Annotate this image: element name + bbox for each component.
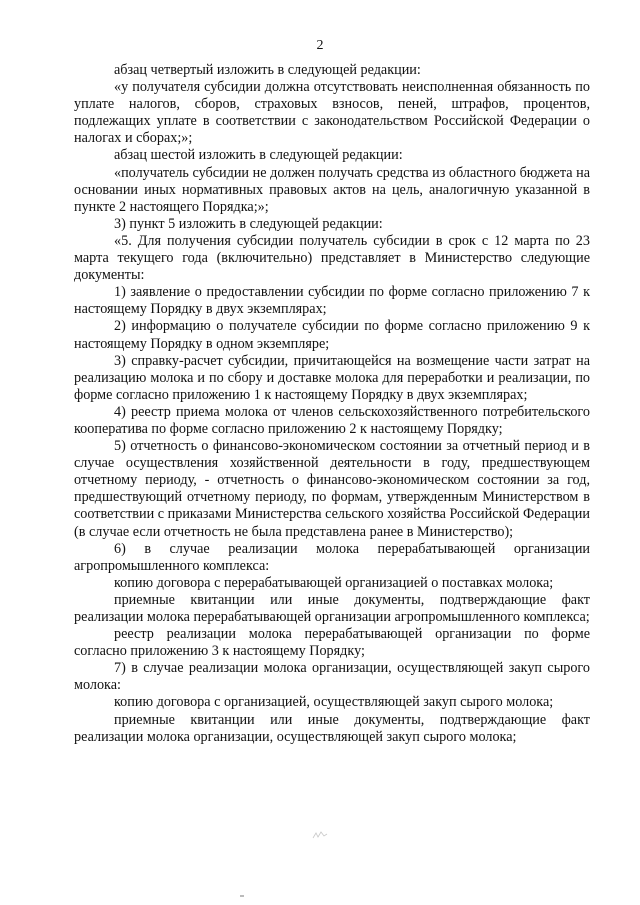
scan-mark (312, 830, 328, 840)
paragraph: 7) в случае реализации молока организации, осуществляющей закуп сырого молока: (74, 660, 590, 694)
paragraph: абзац четвертый изложить в следующей редакции: (114, 62, 421, 78)
paragraph: 3) пункт 5 изложить в следующей редакции: (114, 215, 383, 232)
paragraph: «у получателя субсидии должна отсутствовать неисполненная обязанность по уплате налогов, сборов, страховых взносов, пеней, штрафов, процентов, подлежащих уплате в соответствии с законодательством Российской Федерации о налогах и сборах;»; (74, 79, 590, 147)
paragraph: реестр реализации молока перерабатывающей организации по форме согласно приложению 3 к настоящему Порядку; (74, 626, 590, 660)
paragraph: 6) в случае реализации молока перерабатывающей организации агропромышленного комплекса: (74, 540, 590, 574)
paragraph: «5. Для получения субсидии получатель субсидии в срок с 12 марта по 23 марта текущего года (включительно) представляет в Министерство следующие документы: (74, 232, 590, 284)
paragraph: копию договора с организацией, осуществляющей закуп сырого молока; (114, 694, 554, 711)
paragraph: «получатель субсидии не должен получать средства из областного бюджета на основании иных нормативных правовых актов на цель, аналогичную указанной в пункте 2 настоящего Порядка;»; (74, 164, 590, 215)
paragraph: 1) заявление о предоставлении субсидии по форме согласно приложению 7 к настоящему Порядку в двух экземплярах; (74, 284, 590, 318)
paragraph: копию договора с перерабатывающей организацией о поставках молока; (114, 574, 554, 591)
paragraph: абзац шестой изложить в следующей редакции: (114, 147, 403, 164)
paragraph: приемные квитанции или иные документы, подтверждающие факт реализации молока организации, осуществляющей закуп сырого молока; (74, 711, 590, 745)
document-body (74, 62, 590, 746)
paragraph: 2) информацию о получателе субсидии по форме согласно приложению 9 к настоящему Порядку в одном экземпляре; (74, 318, 590, 352)
scan-speck (240, 895, 244, 897)
paragraph: 4) реестр приема молока от членов сельскохозяйственного потребительского кооператива по форме согласно приложению 2 к настоящему Порядку; (74, 403, 590, 437)
page-number: 2 (316, 38, 324, 53)
paragraph: 3) справку-расчет субсидии, причитающейся на возмещение части затрат на реализацию молока и по сбору и доставке молока для переработки и реализации, по форме согласно приложению 1 к настоящему Порядку в двух экземплярах; (74, 352, 590, 403)
paragraph: 5) отчетность о финансово-экономическом состоянии за отчетный период и в случае осуществления хозяйственной деятельности в году, предшествующем отчетному периоду, - отчетность о финансово-экономическом состоянии за год, предшествующий отчетному периоду, по формам, утвержденным Министерством в соответствии с приказами Министерства сельского хозяйства Российской Федерации (в случае если отчетность не была представлена ранее в Министерство); (74, 438, 590, 540)
paragraph: приемные квитанции или иные документы, подтверждающие факт реализации молока перерабатывающей организации агропромышленного комплекса; (74, 591, 590, 625)
